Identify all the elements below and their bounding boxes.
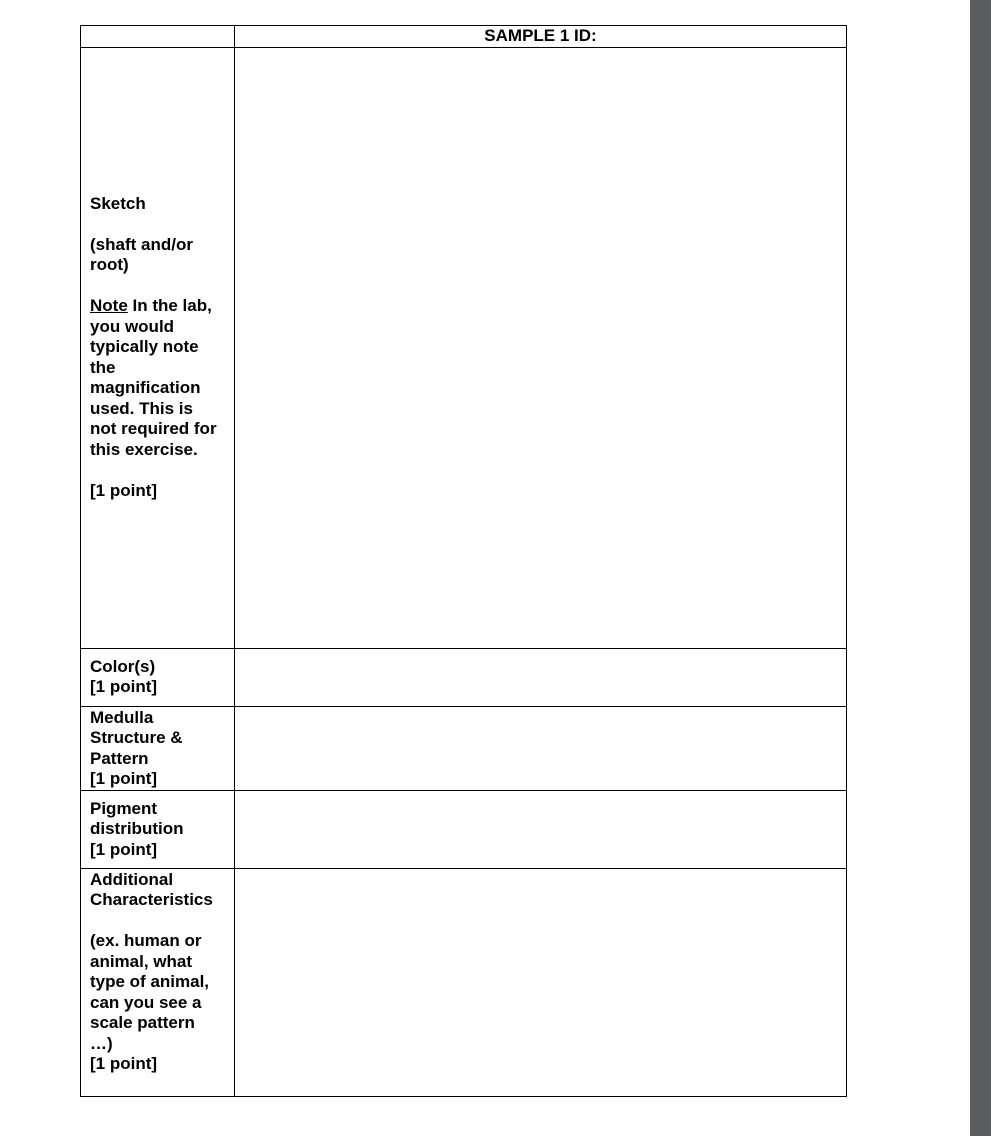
additional-title: Additional Characteristics bbox=[90, 869, 213, 909]
additional-row bbox=[81, 868, 847, 1096]
sketch-title: Sketch bbox=[90, 193, 146, 213]
note-text: In the lab, you would typically note the magnification used. This is not required for this exercise. bbox=[90, 296, 217, 459]
pigment-row bbox=[81, 790, 847, 868]
color-answer-cell[interactable] bbox=[235, 648, 847, 706]
header-corner-cell[interactable] bbox=[81, 26, 235, 48]
additional-description: (ex. human or animal, what type of animal, can you see a scale pattern …) [1 point] bbox=[90, 931, 210, 1073]
pigment-answer-cell[interactable] bbox=[235, 790, 847, 868]
color-row bbox=[81, 648, 847, 706]
note-word: Note bbox=[90, 296, 128, 315]
medulla-label: Medulla Structure & Pattern [1 point] bbox=[90, 707, 183, 788]
sketch-label-cell bbox=[81, 47, 235, 648]
medulla-row bbox=[81, 706, 847, 790]
hair-analysis-table bbox=[80, 25, 847, 1097]
sketch-row bbox=[81, 47, 847, 648]
medulla-label-cell bbox=[81, 706, 235, 790]
additional-answer-cell[interactable] bbox=[235, 868, 847, 1096]
sketch-points: [1 point] bbox=[90, 480, 158, 500]
color-label: Color(s) [1 point] bbox=[90, 656, 158, 696]
vertical-scrollbar[interactable] bbox=[970, 0, 991, 1136]
sketch-answer-cell[interactable] bbox=[235, 47, 847, 648]
pigment-label: Pigment distribution [1 point] bbox=[90, 798, 184, 859]
sketch-subtitle: (shaft and/or root) bbox=[90, 234, 193, 274]
sketch-note bbox=[90, 296, 228, 460]
pigment-label-cell bbox=[81, 790, 235, 868]
additional-label-cell bbox=[81, 868, 235, 1096]
table-header-row bbox=[81, 26, 847, 48]
sample-id-header[interactable]: SAMPLE 1 ID: bbox=[235, 26, 847, 48]
medulla-answer-cell[interactable] bbox=[235, 706, 847, 790]
color-label-cell bbox=[81, 648, 235, 706]
